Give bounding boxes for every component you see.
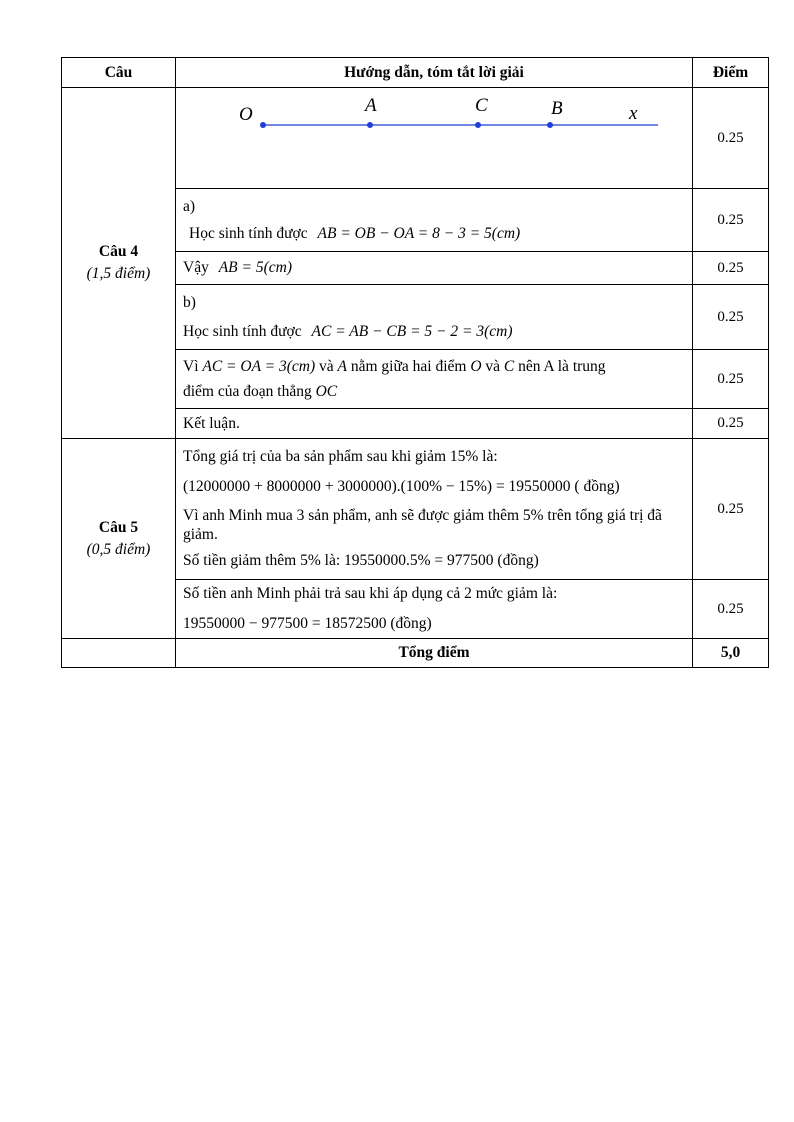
reason-var-a: A <box>337 358 347 375</box>
reason-post: nên A là trung <box>518 358 606 375</box>
q5-name: Câu 5 <box>98 518 139 536</box>
q5-line-3: Vì anh Minh mua 3 sản phẩm, anh sẽ được giảm thêm 5% trên tổng giá trị đã giảm. <box>183 507 662 543</box>
label-b: B <box>551 98 563 119</box>
q4-final: Kết luận. <box>176 409 693 439</box>
conclusion-a-math: AB = 5(cm) <box>218 259 292 276</box>
q5-line-2: (12000000 + 8000000 + 3000000).(100% − 15%) = 19550000 ( đồng) <box>183 478 620 495</box>
part-a-text: Học sinh tính được <box>189 224 308 242</box>
grading-table <box>61 57 769 668</box>
score-cell: 0.25 <box>693 285 769 350</box>
ray-diagram-svg <box>176 88 723 188</box>
q5-row-1 <box>62 439 769 580</box>
reason-line2: điểm của đoạn thẳng <box>183 383 312 400</box>
q5-line-6: 19550000 − 977500 = 18572500 (đồng) <box>183 615 432 632</box>
ray-diagram <box>176 88 693 189</box>
header-row <box>62 58 769 88</box>
score-cell: 0.25 <box>693 439 769 580</box>
score-cell: 0.25 <box>693 88 769 189</box>
label-c: C <box>475 95 488 116</box>
q5-line-4: Số tiền giảm thêm 5% là: 19550000.5% = 977500 (đồng) <box>183 552 539 569</box>
reason-between: nằm giữa hai điểm <box>350 358 467 375</box>
label-o: O <box>239 104 253 125</box>
q4-row-diagram <box>62 88 769 189</box>
header-question: Câu <box>62 58 176 88</box>
score-cell: 0.25 <box>693 189 769 252</box>
reason-var-c: C <box>503 358 515 375</box>
q5-label <box>62 439 176 639</box>
q4-part-a <box>176 189 693 252</box>
score-cell: 0.25 <box>693 252 769 285</box>
score-cell: 0.25 <box>693 350 769 409</box>
part-b-math: AC = AB − CB = 5 − 2 = 3(cm) <box>311 322 513 340</box>
q4-conclusion-a <box>176 252 693 285</box>
total-label: Tổng điểm <box>176 639 693 668</box>
total-empty <box>62 639 176 668</box>
score-cell: 0.25 <box>693 409 769 439</box>
q5-points: (0,5 điểm) <box>86 540 151 558</box>
q4-points: (1,5 điểm) <box>86 265 151 282</box>
q4-part-b <box>176 285 693 350</box>
total-row <box>62 639 769 668</box>
q5-line-1: Tổng giá trị của ba sản phẩm sau khi giảm 15% là: <box>183 448 498 465</box>
point-c-dot <box>475 122 481 128</box>
q4-name: Câu 4 <box>98 243 139 260</box>
point-b-dot <box>547 122 553 128</box>
reason-and-2: và <box>485 358 501 375</box>
header-score: Điểm <box>693 58 769 88</box>
part-a-label: a) <box>183 197 196 215</box>
reason-math: AC = OA = 3(cm) <box>202 358 316 375</box>
part-a-math: AB = OB − OA = 8 − 3 = 5(cm) <box>317 224 521 242</box>
point-a-dot <box>367 122 373 128</box>
reason-and: và <box>319 358 334 375</box>
point-o-dot <box>260 122 266 128</box>
q5-block-1 <box>176 439 693 580</box>
part-b-text: Học sinh tính được <box>183 322 302 340</box>
q5-line-5: Số tiền anh Minh phải trả sau khi áp dụng cả 2 mức giảm là: <box>183 585 558 602</box>
total-score: 5,0 <box>693 639 769 668</box>
score-cell: 0.25 <box>693 580 769 639</box>
q4-label <box>62 88 176 439</box>
conclusion-a-text: Vậy <box>183 259 209 276</box>
reason-pre: Vì <box>183 358 199 375</box>
label-a: A <box>365 95 377 116</box>
header-solution: Hướng dẫn, tóm tắt lời giải <box>176 58 693 88</box>
label-x: x <box>629 103 638 124</box>
reason-oc: OC <box>315 383 338 400</box>
part-b-label: b) <box>183 293 196 311</box>
reason-var-o: O <box>470 358 482 375</box>
q5-block-2 <box>176 580 693 639</box>
q4-reason <box>176 350 693 409</box>
